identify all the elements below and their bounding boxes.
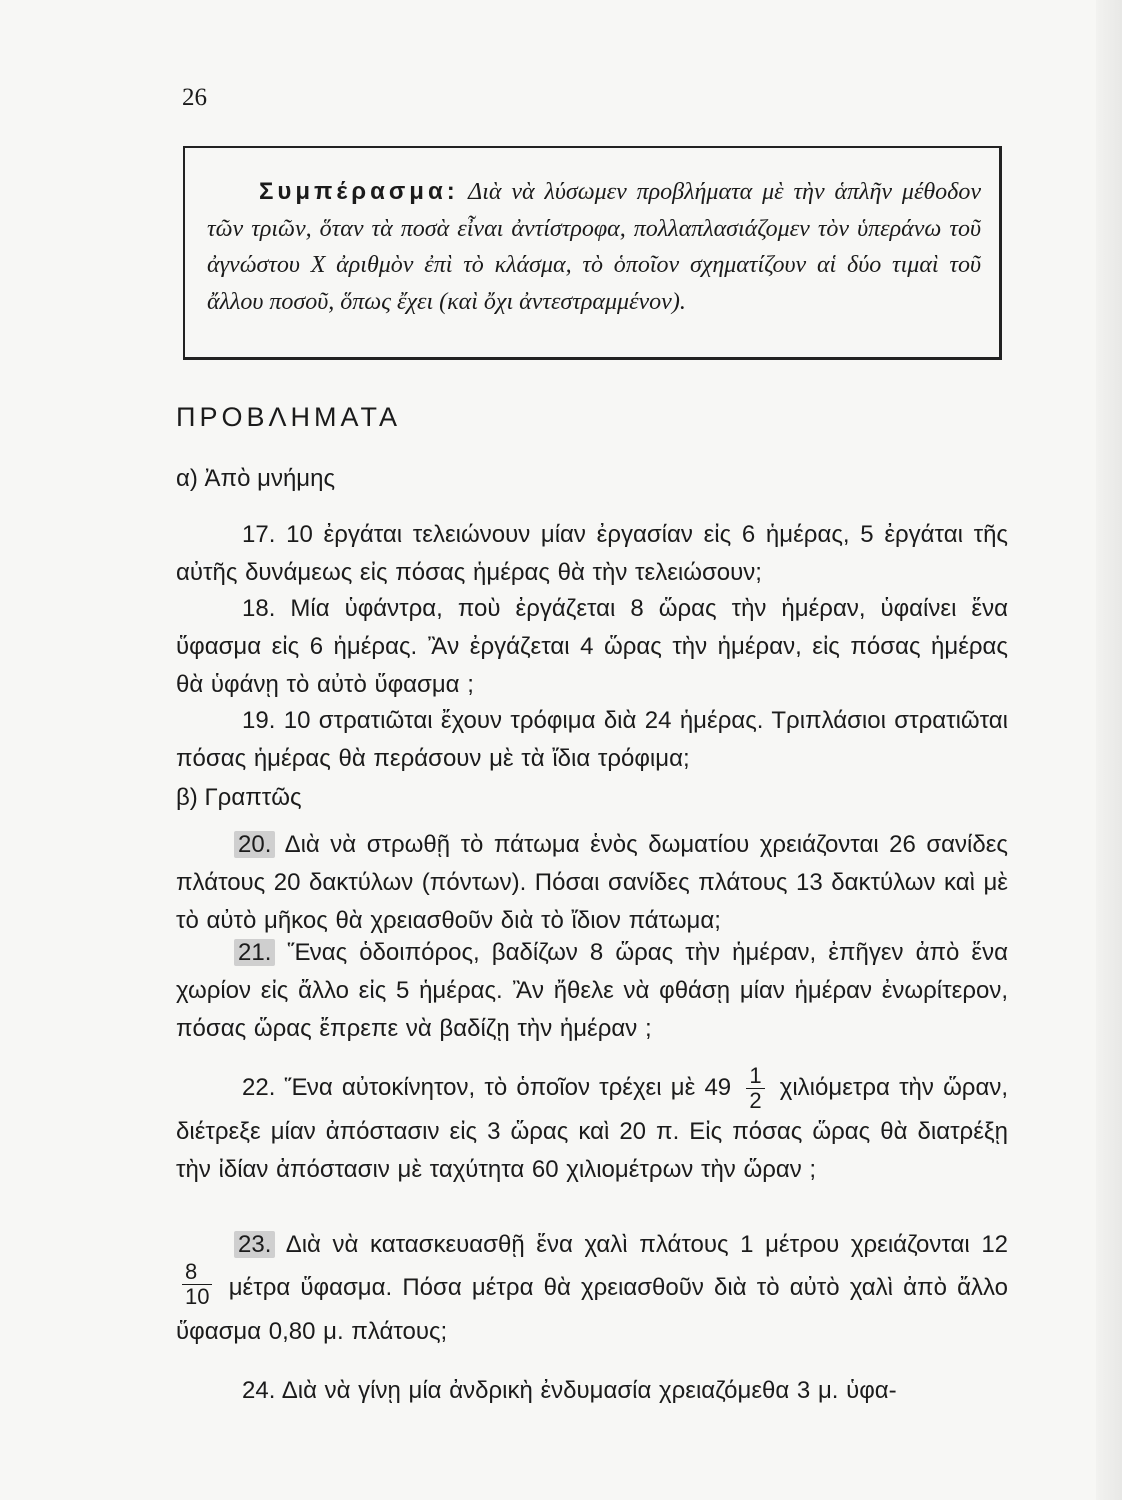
problem-number: 23.	[234, 1231, 275, 1258]
problem-text: 10 ἐργάται τελειώνουν μίαν ἐργασίαν εἰς 6 ἡμέρας, 5 ἐργάται τῆς αὐτῆς δυνάμεως εἰς πόσας ἡμέρας θὰ τὴν τελειώσουν;	[176, 521, 1008, 586]
problem-24	[176, 1372, 1008, 1410]
problem-21	[176, 934, 1008, 1048]
page-edge-shadow	[1096, 0, 1122, 1500]
problem-text-after: μέτρα ὕφασμα. Πόσα μέτρα θὰ χρειασθοῦν διὰ τὸ αὐτὸ χαλὶ ἀπὸ ἄλλο ὕφασμα 0,80 μ. πλάτους;	[176, 1273, 1008, 1345]
problem-20	[176, 826, 1008, 940]
problem-18	[176, 590, 1008, 704]
problem-19	[176, 702, 1008, 778]
problem-text: Διὰ νὰ γίνῃ μία ἀνδρικὴ ἐνδυμασία χρειαζόμεθα 3 μ. ὑφα-	[281, 1377, 897, 1404]
problem-number: 24.	[242, 1377, 276, 1404]
problem-text: Μία ὑφάντρα, ποὺ ἐργάζεται 8 ὥρας τὴν ἡμέραν, ὑφαίνει ἕνα ὕφασμα εἰς 6 ἡμέρας. Ἂν ἐργάζεται 4 ὥρας τὴν ἡμέραν, εἰς πόσας ἡμέρας θὰ ὑφάνῃ τὸ αὐτὸ ὕφασμα ;	[176, 595, 1009, 698]
section-oral-heading: α) Ἀπὸ μνήμης	[176, 465, 336, 492]
problem-number: 20.	[234, 831, 275, 858]
fraction	[746, 1064, 764, 1113]
page-number: 26	[182, 84, 207, 111]
problem-17	[176, 516, 1008, 592]
problem-text-before: Ἕνα αὐτοκίνητον, τὸ ὁποῖον τρέχει μὲ 49	[284, 1073, 732, 1101]
problems-heading: ΠΡΟΒΛΗΜΑΤΑ	[176, 402, 402, 432]
problem-number: 18.	[242, 595, 276, 622]
problem-text: Διὰ νὰ στρωθῇ τὸ πάτωμα ἑνὸς δωματίου χρειάζονται 26 σανίδες πλάτους 20 δακτύλων (πόντων). Πόσαι σανίδες πλάτους 13 δακτύλων καὶ μὲ τὸ αὐτὸ μῆκος θὰ χρειασθοῦν διὰ τὸ ἴδιον πάτωμα;	[176, 831, 1009, 934]
fraction-numerator: 8	[182, 1260, 212, 1285]
fraction-denominator: 2	[749, 1088, 762, 1113]
problem-number: 17.	[242, 521, 276, 548]
problem-number: 22.	[242, 1073, 276, 1101]
problem-text-before: Διὰ νὰ κατασκευασθῇ ἕνα χαλὶ πλάτους 1 μέτρου χρειάζονται 12	[285, 1231, 1009, 1258]
problem-text: Ἕνας ὁδοιπόρος, βαδίζων 8 ὥρας τὴν ἡμέραν, ἐπῆγεν ἀπὸ ἕνα χωρίον εἰς ἄλλο εἰς 5 ἡμέρας. Ἂν ἤθελε νὰ φθάσῃ μίαν ἡμέραν ἐνωρίτερον, πόσας ὥρας ἔπρεπε νὰ βαδίζῃ τὴν ἡμέραν ;	[176, 939, 1008, 1042]
summary-text: Διὰ νὰ λύσωμεν προβλήματα μὲ τὴν ἁπλῆν μέθοδον τῶν τριῶν, ὅταν τὰ ποσὰ εἶναι ἀντίστροφα, πολλαπλασιάζομεν τὸν ὑπεράνω τοῦ ἀγνώστου X ἀριθμὸν ἐπὶ τὸ κλάσμα, τὸ ὁποῖον σχηματίζουν αἱ δύο τιμαὶ τοῦ ἄλλου ποσοῦ, ὅπως ἔχει (καὶ ὄχι ἀντεστραμμένον).	[207, 179, 981, 315]
section-written-heading: β) Γραπτῶς	[176, 784, 302, 811]
problem-text-after: χιλιόμετρα τὴν ὥραν, διέτρεξε μίαν ἀπόστασιν εἰς 3 ὥρας καὶ 20 π. Εἰς πόσας ὥρας θὰ διατρέξῃ τὴν ἰδίαν ἀπόστασιν μὲ ταχύτητα 60 χιλιομέτρων τὴν ὥραν ;	[176, 1073, 1008, 1183]
problem-23	[176, 1226, 1008, 1351]
fraction-denominator: 10	[185, 1284, 210, 1309]
problem-text: 10 στρατιῶται ἔχουν τρόφιμα διὰ 24 ἡμέρας. Τριπλάσιοι στρατιῶται πόσας ἡμέρας θὰ περάσουν μὲ τὰ ἴδια τρόφιμα;	[176, 707, 1009, 772]
problem-number: 21.	[234, 939, 275, 966]
problem-22	[176, 1064, 1008, 1189]
problem-number: 19.	[242, 707, 276, 734]
summary-box	[183, 146, 1002, 360]
fraction-numerator: 1	[746, 1064, 764, 1089]
summary-label: Συμπέρασμα:	[259, 178, 459, 205]
fraction	[182, 1260, 212, 1309]
